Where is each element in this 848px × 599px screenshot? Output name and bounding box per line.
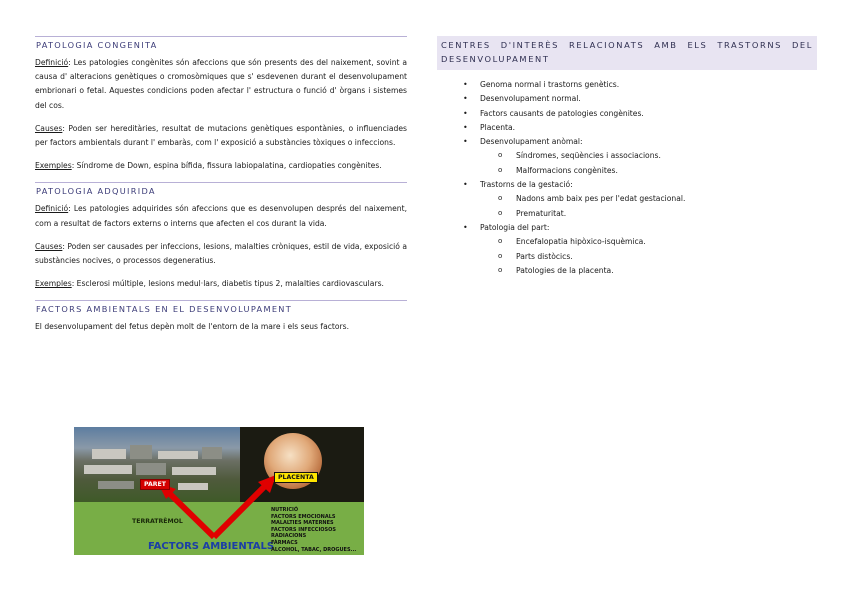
- list-item: [463, 178, 817, 221]
- congenita-exemples: [35, 159, 407, 173]
- placenta-label: PLACENTA: [274, 472, 318, 483]
- causes-text: : Poden ser causades per infeccions, lesions, malalties cròniques, estil de vida, exposició a substàncies nocives, o processos degeneratius.: [35, 241, 407, 266]
- sublist: [480, 192, 817, 221]
- list-item: [463, 92, 817, 106]
- definicio-text: : Les patologies adquirides són afeccions que es desenvolupen després del naixement, com a resultat de factors externs o interns que afecten el cos durant la vida.: [35, 204, 407, 228]
- list-item-label: Patologia del part:: [480, 222, 550, 232]
- definicio-label: Definició: [35, 204, 69, 214]
- heading-congenita: PATOLOGIA CONGENITA: [35, 36, 407, 52]
- factors-ambientals-label: FACTORS AMBIENTALS: [148, 541, 275, 552]
- list-item-label: Factors causants de patologies congènites.: [480, 108, 644, 118]
- factors-ambientals-image: [74, 427, 364, 555]
- section-adquirida: [35, 182, 407, 291]
- factor-item: MALALTIES MATERNES: [271, 520, 334, 527]
- ambientals-text: El desenvolupament del fetus depèn molt de l'entorn de la mare i els seus factors.: [35, 322, 350, 332]
- factor-item: NUTRICIÓ: [271, 507, 299, 513]
- list-item-label: Genoma normal i trastorns genètics.: [480, 80, 620, 89]
- left-column: [35, 36, 407, 344]
- list-item-label: Desenvolupament anòmal:: [480, 137, 583, 147]
- sublist-item: o Nadons amb baix pes per l'edat gestacional.: [498, 192, 817, 206]
- definicio-text: : Les patologies congènites són afeccions que són presents des del naixement, sovint a causa d' alteracions genètiques o cromosòmiques que s' esdevenen durant el desenvolupament embrionari o fetal. Aquestes condicions poden afectar l' estructura o funció d' òrgans i sistemes del cos.: [35, 58, 407, 110]
- heading-centres-interes: CENTRES D'INTERÈS RELACIONATS AMB ELS TRASTORNS DEL DESENVOLUPAMENT: [437, 36, 817, 70]
- factor-item: FACTORS EMOCIONALS: [271, 513, 336, 520]
- sublist: [480, 235, 817, 278]
- factor-item: RADIACIONS: [271, 533, 307, 540]
- factors-list: [271, 507, 356, 553]
- causes-label: Causes: [35, 123, 63, 133]
- list-item: [463, 135, 817, 178]
- exemples-label: Exemples: [35, 161, 72, 171]
- causes-label: Causes: [35, 241, 63, 251]
- section-ambientals: [35, 300, 407, 334]
- list-item-label: Desenvolupament normal.: [480, 94, 581, 104]
- congenita-causes: [35, 122, 407, 150]
- sublist-item: o Malformacions congènites.: [498, 164, 817, 178]
- sublist: [480, 149, 817, 178]
- list-item: [463, 121, 817, 135]
- factor-item: FÀRMACS: [271, 539, 298, 546]
- causes-text: : Poden ser hereditàries, resultat de mutacions genètiques espontànies, o influenciades per factors ambientals durant l' embaràs, com l' exposició a substàncies tòxiques o infeccions.: [35, 123, 407, 148]
- congenita-definicio: [35, 56, 407, 113]
- exemples-label: Exemples: [35, 279, 72, 289]
- list-item: [463, 78, 817, 92]
- list-item-label: Placenta.: [480, 122, 516, 132]
- sublist-item: o Encefalopatia hipòxico-isquèmica.: [498, 235, 817, 249]
- factor-item: FACTORS INFECCIOSOS: [271, 526, 337, 533]
- definicio-label: Definició: [35, 58, 69, 67]
- list-item: [463, 107, 817, 121]
- right-column: [437, 36, 817, 278]
- sublist-item: o Síndromes, seqüències i associacions.: [498, 149, 817, 163]
- centres-list: [437, 78, 817, 278]
- section-congenita: [35, 36, 407, 173]
- sublist-item: o Prematuritat.: [498, 207, 817, 221]
- terratremol-label: TERRATRÈMOL: [132, 518, 183, 525]
- adquirida-causes: [35, 240, 407, 268]
- exemples-text: : Síndrome de Down, espina bífida, fissura labiopalatina, cardiopaties congènites.: [71, 161, 382, 171]
- list-item: [463, 221, 817, 278]
- sublist-item: o Parts distòcics.: [498, 250, 817, 264]
- heading-adquirida: PATOLOGIA ADQUIRIDA: [35, 182, 407, 198]
- factor-item: ALCOHOL, TABAC, DROGUES...: [271, 546, 357, 553]
- sublist-item: o Patologies de la placenta.: [498, 264, 817, 278]
- adquirida-exemples: [35, 277, 407, 291]
- exemples-text: : Esclerosi múltiple, lesions medul·lars, diabetis tipus 2, malalties cardiovasculars.: [71, 279, 384, 289]
- paret-label: PARET: [140, 479, 170, 490]
- heading-ambientals: FACTORS AMBIENTALS EN EL DESENVOLUPAMENT: [35, 300, 407, 316]
- adquirida-definicio: [35, 202, 407, 230]
- list-item-label: Trastorns de la gestació:: [480, 180, 573, 190]
